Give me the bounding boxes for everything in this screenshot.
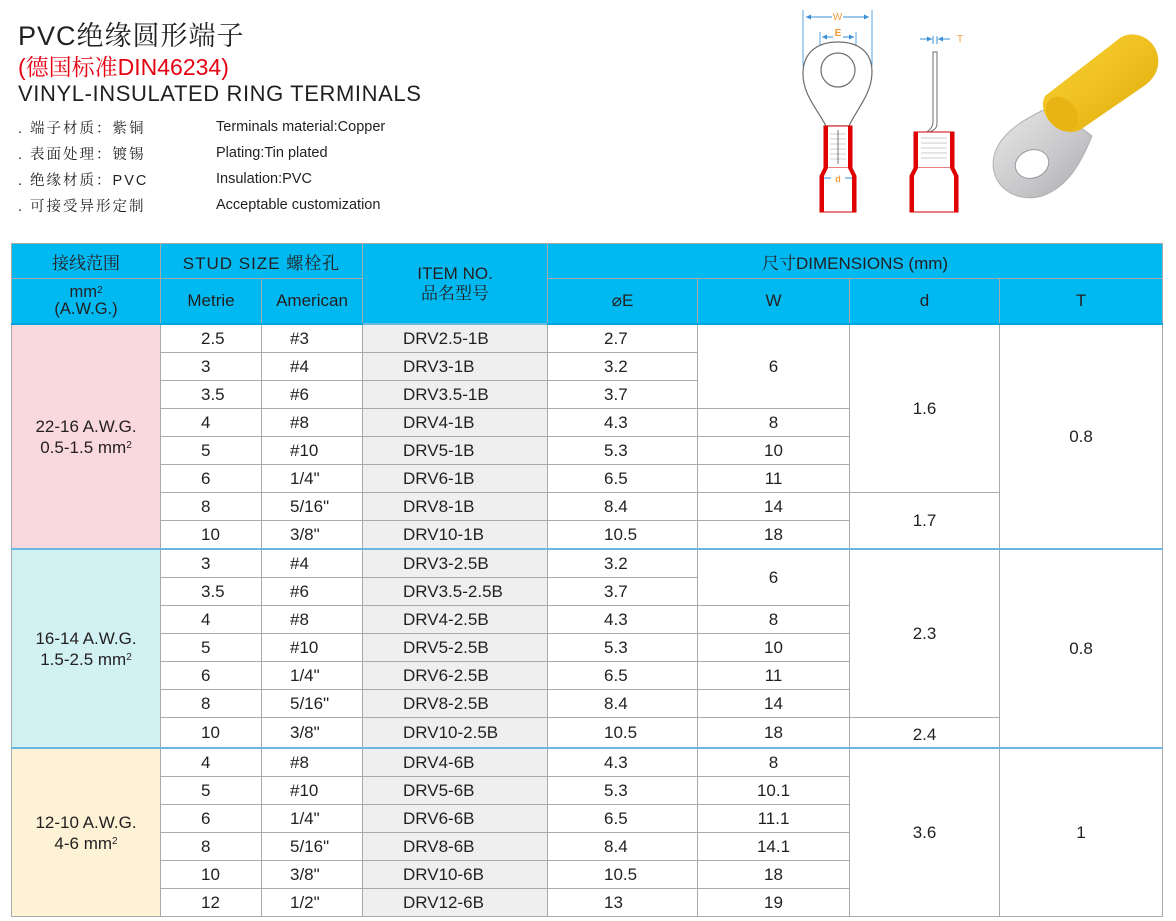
spec-item <box>18 140 438 166</box>
metric-cell: 5 <box>161 437 262 465</box>
american-cell: 1/4" <box>262 465 363 493</box>
header-e: ⌀E <box>548 279 698 325</box>
w-cell: 8 <box>698 606 850 634</box>
metric-cell: 10 <box>161 718 262 749</box>
w-cell: 14.1 <box>698 833 850 861</box>
w-cell: 18 <box>698 718 850 749</box>
item-cell: DRV8-1B <box>363 493 548 521</box>
item-cell: DRV10-2.5B <box>363 718 548 749</box>
spec-en: Terminals material:Copper <box>216 119 386 135</box>
item-cell: DRV5-2.5B <box>363 634 548 662</box>
american-cell: #4 <box>262 549 363 578</box>
metric-cell: 10 <box>161 521 262 550</box>
w-cell: 18 <box>698 861 850 889</box>
e-cell: 5.3 <box>548 437 698 465</box>
range-awg: 16-14 A.W.G. <box>35 628 137 648</box>
svg-text:W: W <box>832 12 843 23</box>
item-cell: DRV4-1B <box>363 409 548 437</box>
unit-sup: 2 <box>126 439 132 451</box>
metric-cell: 5 <box>161 634 262 662</box>
item-cell: DRV4-2.5B <box>363 606 548 634</box>
item-cell: DRV3-1B <box>363 353 548 381</box>
wire-range-cell <box>12 748 161 917</box>
d-cell: 2.4 <box>850 718 1000 749</box>
metric-cell: 4 <box>161 748 262 777</box>
w-cell: 6 <box>698 324 850 409</box>
spec-cn: . 表面处理：镀锡 <box>18 146 146 163</box>
w-cell: 10.1 <box>698 777 850 805</box>
spec-list <box>18 114 438 218</box>
svg-text:d: d <box>835 174 841 184</box>
item-cell: DRV8-6B <box>363 833 548 861</box>
spec-cn: . 可接受异形定制 <box>18 198 146 215</box>
header-item-en: ITEM NO. <box>417 263 493 283</box>
american-cell: 5/16" <box>262 493 363 521</box>
metric-cell: 4 <box>161 409 262 437</box>
e-cell: 3.7 <box>548 381 698 409</box>
metric-cell: 6 <box>161 662 262 690</box>
metric-cell: 12 <box>161 889 262 917</box>
table-row <box>12 748 1163 777</box>
item-cell: DRV10-1B <box>363 521 548 550</box>
metric-cell: 3 <box>161 353 262 381</box>
w-cell: 11 <box>698 465 850 493</box>
american-cell: #8 <box>262 748 363 777</box>
unit-sup: 2 <box>112 835 118 847</box>
metric-cell: 8 <box>161 833 262 861</box>
american-cell: #6 <box>262 578 363 606</box>
d-cell: 1.7 <box>850 493 1000 550</box>
title-en: VINYL-INSULATED RING TERMINALS <box>18 81 422 106</box>
american-cell: #6 <box>262 381 363 409</box>
header-stud-size: STUD SIZE 螺栓孔 <box>161 244 363 279</box>
american-cell: #4 <box>262 353 363 381</box>
svg-text:T: T <box>957 34 964 45</box>
american-cell: #10 <box>262 777 363 805</box>
e-cell: 6.5 <box>548 465 698 493</box>
range-mm: 1.5-2.5 mm <box>40 649 127 669</box>
spec-table <box>11 243 1163 917</box>
spec-en: Plating:Tin plated <box>216 145 328 161</box>
e-cell: 5.3 <box>548 777 698 805</box>
spec-item <box>18 192 438 218</box>
e-cell: 10.5 <box>548 521 698 550</box>
metric-cell: 3.5 <box>161 381 262 409</box>
metric-cell: 8 <box>161 690 262 718</box>
item-cell: DRV12-6B <box>363 889 548 917</box>
e-cell: 3.2 <box>548 353 698 381</box>
american-cell: 3/8" <box>262 521 363 550</box>
d-cell: 1.6 <box>850 324 1000 493</box>
metric-cell: 6 <box>161 465 262 493</box>
item-cell: DRV6-1B <box>363 465 548 493</box>
w-cell: 11 <box>698 662 850 690</box>
w-cell: 8 <box>698 748 850 777</box>
w-cell: 11.1 <box>698 805 850 833</box>
e-cell: 3.2 <box>548 549 698 578</box>
t-cell: 0.8 <box>1000 324 1163 549</box>
spec-cn: . 端子材质：紫铜 <box>18 120 146 137</box>
yellow-ring-terminal-photo <box>993 34 1158 197</box>
w-cell: 8 <box>698 409 850 437</box>
unit-mm: mm <box>69 283 97 301</box>
american-cell: #8 <box>262 409 363 437</box>
item-cell: DRV3.5-2.5B <box>363 578 548 606</box>
table-row <box>12 549 1163 578</box>
american-cell: 3/8" <box>262 861 363 889</box>
american-cell: #10 <box>262 634 363 662</box>
american-cell: #3 <box>262 324 363 353</box>
metric-cell: 10 <box>161 861 262 889</box>
e-cell: 5.3 <box>548 634 698 662</box>
w-cell: 10 <box>698 634 850 662</box>
spec-cn: . 绝缘材质：PVC <box>18 172 149 189</box>
ring-terminal-drawings-icon <box>790 6 1176 216</box>
american-cell: 3/8" <box>262 718 363 749</box>
header-d: d <box>850 279 1000 325</box>
item-cell: DRV8-2.5B <box>363 690 548 718</box>
e-cell: 8.4 <box>548 833 698 861</box>
item-cell: DRV5-1B <box>363 437 548 465</box>
spec-item <box>18 166 438 192</box>
spec-en: Insulation:PVC <box>216 171 312 187</box>
american-cell: 1/4" <box>262 805 363 833</box>
metric-cell: 2.5 <box>161 324 262 353</box>
w-cell: 19 <box>698 889 850 917</box>
t-cell: 0.8 <box>1000 549 1163 748</box>
front-view-drawing <box>803 10 872 212</box>
w-cell: 14 <box>698 690 850 718</box>
e-cell: 8.4 <box>548 690 698 718</box>
american-cell: 5/16" <box>262 690 363 718</box>
range-mm: 4-6 mm <box>54 833 113 853</box>
e-cell: 2.7 <box>548 324 698 353</box>
header-w: W <box>698 279 850 325</box>
metric-cell: 8 <box>161 493 262 521</box>
e-cell: 6.5 <box>548 662 698 690</box>
e-cell: 10.5 <box>548 861 698 889</box>
e-cell: 6.5 <box>548 805 698 833</box>
unit-awg: (A.W.G.) <box>54 300 118 318</box>
wire-range-cell <box>12 324 161 549</box>
metric-cell: 3.5 <box>161 578 262 606</box>
table-row <box>12 324 1163 353</box>
e-cell: 4.3 <box>548 606 698 634</box>
w-cell: 14 <box>698 493 850 521</box>
item-cell: DRV3-2.5B <box>363 549 548 578</box>
header-t: T <box>1000 279 1163 325</box>
e-cell: 8.4 <box>548 493 698 521</box>
table-row <box>12 718 1163 749</box>
unit-sup: 2 <box>96 285 103 296</box>
e-cell: 13 <box>548 889 698 917</box>
american-cell: 5/16" <box>262 833 363 861</box>
item-cell: DRV6-6B <box>363 805 548 833</box>
header-item-no <box>363 244 548 325</box>
american-cell: #8 <box>262 606 363 634</box>
w-cell: 6 <box>698 549 850 606</box>
unit-sup: 2 <box>126 651 132 663</box>
item-cell: DRV10-6B <box>363 861 548 889</box>
title-standard: (德国标准DIN46234) <box>18 54 229 80</box>
terminal-figures <box>790 6 1176 216</box>
item-cell: DRV3.5-1B <box>363 381 548 409</box>
e-cell: 4.3 <box>548 748 698 777</box>
table-row <box>12 493 1163 521</box>
item-cell: DRV4-6B <box>363 748 548 777</box>
american-cell: 1/4" <box>262 662 363 690</box>
w-cell: 18 <box>698 521 850 550</box>
spec-en: Acceptable customization <box>216 197 381 213</box>
range-awg: 22-16 A.W.G. <box>35 416 137 436</box>
item-cell: DRV5-6B <box>363 777 548 805</box>
metric-cell: 5 <box>161 777 262 805</box>
d-cell: 3.6 <box>850 748 1000 917</box>
title-cn: PVC绝缘圆形端子 <box>18 21 245 51</box>
header-range-unit <box>12 279 161 325</box>
metric-cell: 6 <box>161 805 262 833</box>
side-view-drawing <box>910 34 963 212</box>
header-metric: Metrie <box>161 279 262 325</box>
metric-cell: 3 <box>161 549 262 578</box>
t-cell: 1 <box>1000 748 1163 917</box>
header-dimensions: 尺寸DIMENSIONS (mm) <box>548 244 1163 279</box>
metric-cell: 4 <box>161 606 262 634</box>
header-range-cn: 接线范围 <box>12 244 161 279</box>
american-cell: 1/2" <box>262 889 363 917</box>
wire-range-cell <box>12 549 161 748</box>
american-cell: #10 <box>262 437 363 465</box>
w-cell: 10 <box>698 437 850 465</box>
item-cell: DRV2.5-1B <box>363 324 548 353</box>
header-item-cn: 品名型号 <box>421 283 490 303</box>
spec-item <box>18 114 438 140</box>
svg-text:E: E <box>834 28 842 39</box>
d-cell: 2.3 <box>850 549 1000 718</box>
header-american: American <box>262 279 363 325</box>
item-cell: DRV6-2.5B <box>363 662 548 690</box>
e-cell: 3.7 <box>548 578 698 606</box>
e-cell: 4.3 <box>548 409 698 437</box>
range-mm: 0.5-1.5 mm <box>40 437 127 457</box>
e-cell: 10.5 <box>548 718 698 749</box>
range-awg: 12-10 A.W.G. <box>35 812 137 832</box>
